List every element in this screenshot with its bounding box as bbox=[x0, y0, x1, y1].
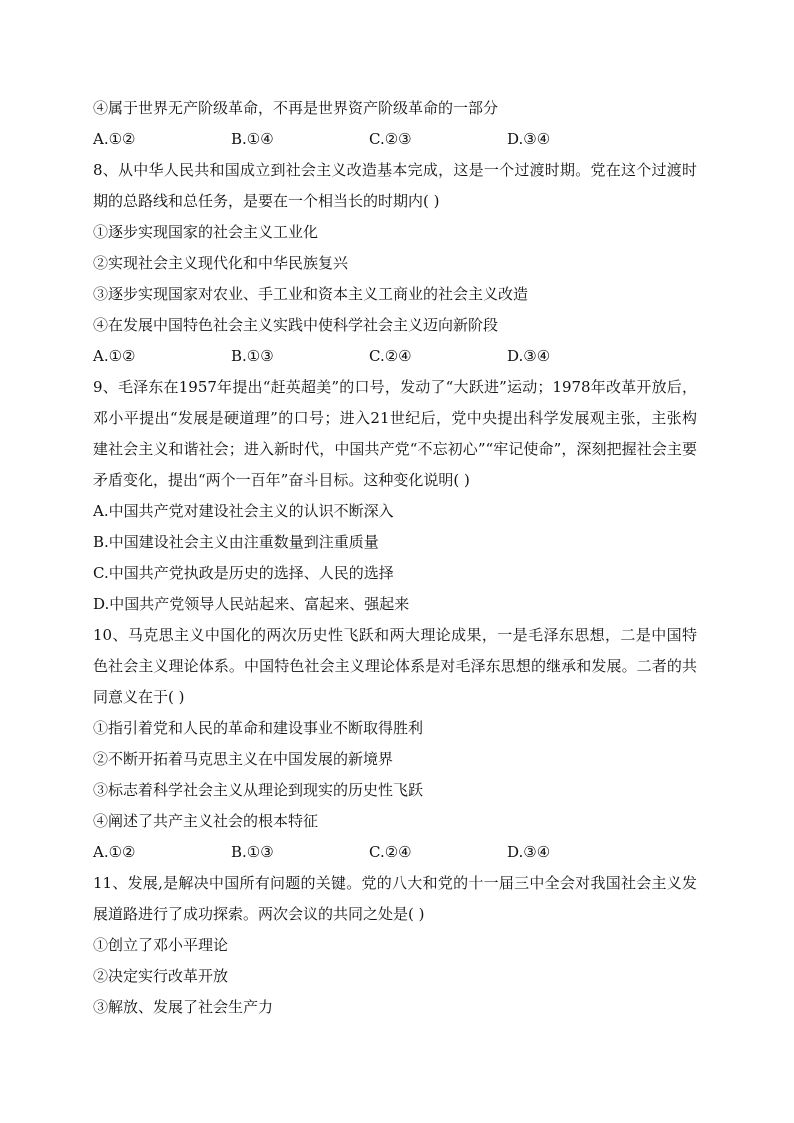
q8-item-2: ②实现社会主义现代化和中华民族复兴 bbox=[93, 254, 349, 272]
q9-choice-a[interactable]: A.中国共产党对建设社会主义的认识不断深入 bbox=[93, 502, 394, 520]
q8-option-c[interactable]: C.②④ bbox=[369, 347, 412, 365]
q10-stem: 10、马克思主义中国化的两次历史性飞跃和两大理论成果，一是毛泽东思想，二是中国特色社会主义理论体系。中国特色社会主义理论体系是对毛泽东思想的继承和发展。二者的共同意义在于( ) bbox=[93, 626, 697, 706]
q10-item-1: ①指引着党和人民的革命和建设事业不断取得胜利 bbox=[93, 719, 424, 737]
q9-choice-b[interactable]: B.中国建设社会主义由注重数量到注重质量 bbox=[93, 533, 379, 551]
q9-stem: 9、毛泽东在1957年提出“赶英超美”的口号，发动了“大跃进”运动；1978年改革开放后，邓小平提出“发展是硬道理”的口号；进入21世纪后，党中央提出科学发展观主张，主张构建社会主义和谐社会；进入新时代，中国共产党“不忘初心”“牢记使命”，深刻把握社会主要矛盾变化，提出“两个一百年”奋斗目标。这种变化说明( ) bbox=[93, 378, 697, 489]
q7-option-c[interactable]: C.②③ bbox=[369, 130, 412, 148]
q8-option-a[interactable]: A.①② bbox=[93, 347, 136, 365]
q10-option-a[interactable]: A.①② bbox=[93, 843, 136, 861]
q8-item-3: ③逐步实现国家对农业、手工业和资本主义工商业的社会主义改造 bbox=[93, 285, 529, 303]
q8-option-d[interactable]: D.③④ bbox=[507, 347, 551, 365]
question-list bbox=[93, 93, 703, 1023]
q10-option-d[interactable]: D.③④ bbox=[507, 843, 551, 861]
q7-option-b[interactable]: B.①④ bbox=[231, 130, 274, 148]
q10-option-b[interactable]: B.①③ bbox=[231, 843, 274, 861]
q8-item-4: ④在发展中国特色社会主义实践中使科学社会主义迈向新阶段 bbox=[93, 316, 499, 334]
q10-item-2: ②不断开拓着马克思主义在中国发展的新境界 bbox=[93, 750, 394, 768]
q8-stem: 8、从中华人民共和国成立到社会主义改造基本完成，这是一个过渡时期。党在这个过渡时期的总路线和总任务，是要在一个相当长的时期内( ) bbox=[93, 161, 697, 210]
q11-item-2: ②决定实行改革开放 bbox=[93, 967, 229, 985]
q7-options bbox=[93, 124, 703, 155]
q8-option-b[interactable]: B.①③ bbox=[231, 347, 274, 365]
q8-item-1: ①逐步实现国家的社会主义工业化 bbox=[93, 223, 319, 241]
q7-item-4: ④属于世界无产阶级革命，不再是世界资产阶级革命的一部分 bbox=[93, 99, 499, 117]
q10-item-4: ④阐述了共产主义社会的根本特征 bbox=[93, 812, 319, 830]
q8-options bbox=[93, 341, 703, 372]
q11-item-1: ①创立了邓小平理论 bbox=[93, 936, 229, 954]
q10-option-c[interactable]: C.②④ bbox=[369, 843, 412, 861]
q7-option-d[interactable]: D.③④ bbox=[507, 130, 551, 148]
q9-choice-c[interactable]: C.中国共产党执政是历史的选择、人民的选择 bbox=[93, 564, 394, 582]
q11-item-3: ③解放、发展了社会生产力 bbox=[93, 998, 274, 1016]
q10-options bbox=[93, 837, 703, 868]
q7-option-a[interactable]: A.①② bbox=[93, 130, 136, 148]
q10-item-3: ③标志着科学社会主义从理论到现实的历史性飞跃 bbox=[93, 781, 424, 799]
q11-stem: 11、发展,是解决中国所有问题的关键。党的八大和党的十一届三中全会对我国社会主义发展道路进行了成功探索。两次会议的共同之处是( ) bbox=[93, 874, 697, 923]
q9-choice-d[interactable]: D.中国共产党领导人民站起来、富起来、强起来 bbox=[93, 595, 410, 613]
